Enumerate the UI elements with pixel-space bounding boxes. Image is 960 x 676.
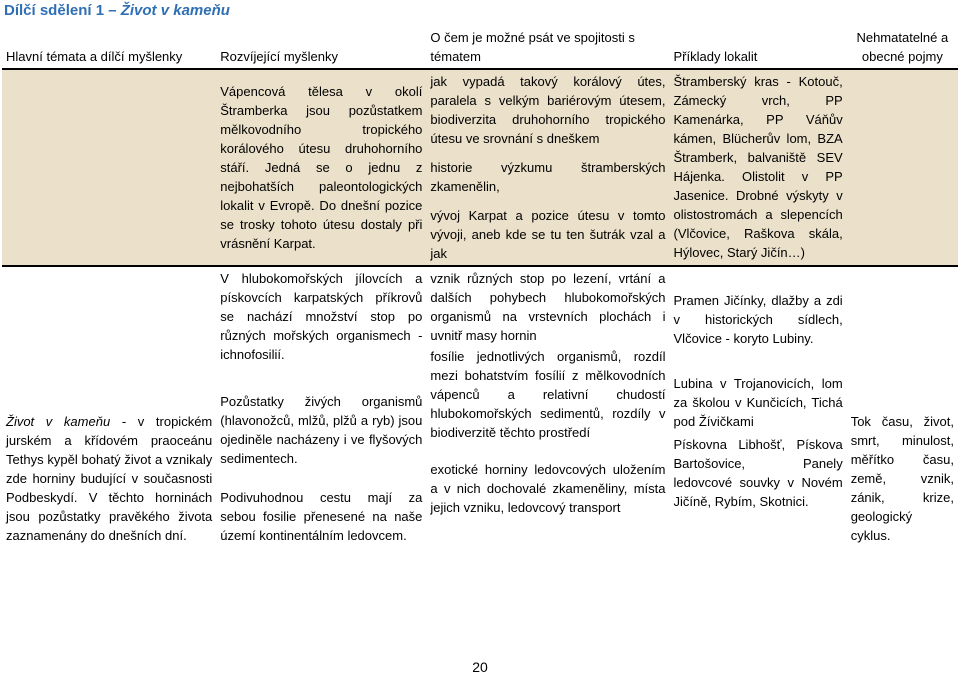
- row2-locality-item: Lubina v Trojanovicích, lom za školou v Kunčicích, Tichá pod Žívičkami: [673, 376, 843, 429]
- row2-developing-ideas: [216, 266, 426, 547]
- page-number: 20: [472, 659, 488, 675]
- content-table: [2, 22, 958, 547]
- row1-topic-item: vývoj Karpat a pozice útesu v tomto vývoji, aneb kde se tu ten šutrák vzal a jak: [430, 208, 666, 261]
- row1-topic-item: jak vypadá takový korálový útes, paralela s velkým bariérovým útesem, biodiverzita druhohorního tropického útesu ve srovnání s dneškem: [430, 74, 666, 146]
- heading-title: Život v kameňu: [120, 2, 230, 19]
- heading-prefix: Dílčí sdělení 1 –: [4, 2, 121, 19]
- row1-localities: Štramberský kras - Kotouč, Zámecký vrch, PP Kamenárka, PP Váňův kámen, Blücherův lom, BZA Štramberk, balvaniště SEV Hájenka. Olistolit v PP Jasenice. Drobné výskyty v olistostromách a slepencích (Vlčovice, Raškova skála, Hýlovec, Starý Jičín…): [670, 69, 847, 266]
- header-what-to-write: O čem je možné psát ve spojitosti s tématem: [426, 22, 669, 69]
- row2-locality-item: Pramen Jičínky, dlažby a zdi v historických sídlech, Vlčovice - koryto Lubiny.: [673, 293, 843, 346]
- header-main-topics: Hlavní témata a dílčí myšlenky: [2, 22, 216, 69]
- row1-developing-idea: Vápencová tělesa v okolí Štramberka jsou pozůstatkem mělkovodního tropického korálového útesu druhohorního stáří. Jedná se o jednu z nejbohatších paleontologických lokalit v Evropě. Do dnešní pozice se trosky tohoto útesu dostaly při vrásnění Karpat.: [216, 69, 426, 266]
- table-row: [2, 266, 958, 547]
- row2-idea-item: Pozůstatky živých organismů (hlavonožců, mlžů, plžů a ryb) jsou ojediněle nacházeny i ve flyšových sedimentech.: [220, 394, 423, 466]
- page-heading: [4, 2, 230, 19]
- row2-idea-item: V hlubokomořských jílovcích a pískovcích karpatských příkrovů se nachází množství stop po různých mořských organismech - ichnofosilií.: [220, 271, 423, 362]
- row2-idea-item: Podivuhodnou cestu mají za sebou fosilie přenesené na naše území kontinentálním ledovcem.: [220, 490, 423, 543]
- row2-main-topic: [2, 266, 216, 547]
- row2-main-topic-text: - v tropickém jurském a křídovém praoceánu Tethys kypěl bohatý život a vznikaly zde horniny budující v současnosti Podbeskydí. V těchto horninách jsou pozůstatky pravěkého života zaznamenány do dnešních dní.: [6, 414, 213, 543]
- header-example-localities: Příklady lokalit: [670, 22, 847, 69]
- header-abstract-concepts: Nehmatatelné a obecné pojmy: [847, 22, 958, 69]
- header-developing-ideas: Rozvíjející myšlenky: [216, 22, 426, 69]
- row2-topics: [426, 266, 669, 547]
- table-row: [2, 69, 958, 266]
- row2-concepts: Tok času, život, smrt, minulost, měřítko času, země, vznik, zánik, krize, geologický cyklus.: [847, 266, 958, 547]
- row1-concepts: [847, 69, 958, 266]
- row1-main-topic: [2, 69, 216, 266]
- row2-locality-item: Pískovna Libhošť, Pískova Bartošovice, Panely ledovcové souvky v Novém Jičíně, Rybím, Skotnici.: [673, 437, 843, 509]
- row2-main-topic-title: Život v kameňu: [6, 414, 111, 429]
- row2-topic-item: vznik různých stop po lezení, vrtání a dalších pohybech hlubokomořských organismů na vrstevních plochách i uvnitř masy hornin: [430, 271, 666, 343]
- row1-topic-item: historie výzkumu štramberských zkamenělin,: [430, 160, 666, 194]
- row2-topic-item: exotické horniny ledovcových uložením a v nich dochovalé zkameněliny, místa jejich vzniku, ledovcový transport: [430, 462, 666, 515]
- row2-topic-item: fosílie jednotlivých organismů, rozdíl mezi bohatstvím fosílií z mělkovodních vápenců a relativní chudostí hlubokomořských sedimentů, rozdíly v biodiverzitě těchto prostředí: [430, 349, 666, 440]
- table-header-row: [2, 22, 958, 69]
- row2-localities: [670, 266, 847, 547]
- row1-topics: [426, 69, 669, 266]
